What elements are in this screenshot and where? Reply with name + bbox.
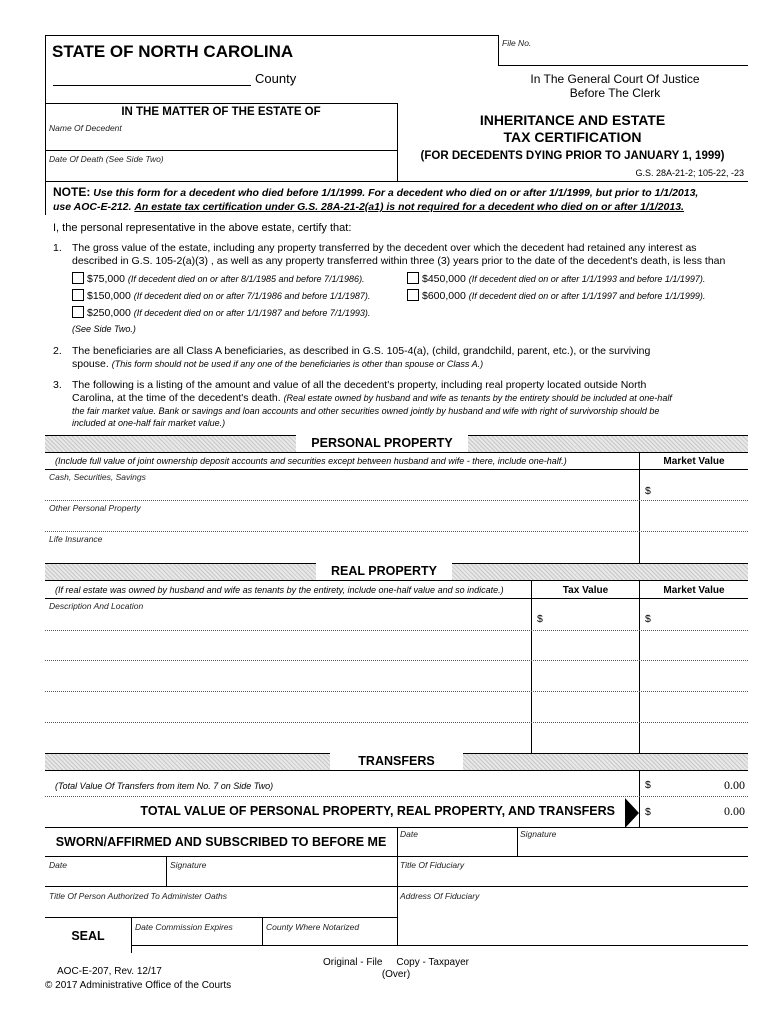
real-market-value-field[interactable]: [656, 612, 746, 627]
copy-distribution: Original - File Copy - Taxpayer: [323, 957, 469, 968]
personal-property-heading: PERSONAL PROPERTY: [296, 435, 468, 452]
total-arrow-icon: [625, 798, 639, 828]
fiduciary-signature-field[interactable]: [519, 840, 746, 854]
real-description-field[interactable]: [47, 724, 529, 751]
option-150000: $150,000 (If decedent died on or after 7/1/1986 and before 1/1/1987).: [72, 289, 370, 303]
item-2-number: 2.: [53, 345, 62, 357]
real-tax-value-header: Tax Value: [562, 585, 609, 596]
file-no-field[interactable]: [500, 36, 746, 64]
title-of-fiduciary-label: Title Of Fiduciary: [400, 860, 465, 870]
transfers-instruction: (Total Value Of Transfers from item No. 7 on Side Two): [55, 781, 274, 791]
commission-label: Date Commission Expires: [135, 922, 233, 932]
other-personal-field[interactable]: [47, 515, 637, 530]
date-of-death-label: Date Of Death (See Side Two): [49, 154, 164, 164]
certify-statement: I, the personal representative in the above estate, certify that:: [53, 222, 352, 234]
notary-signature-field[interactable]: [168, 871, 395, 885]
option-250000: $250,000 (If decedent died on or after 1/1/1987 and before 7/1/1993).: [72, 306, 370, 320]
checkbox-150000[interactable]: [72, 289, 84, 301]
total-label: TOTAL VALUE OF PERSONAL PROPERTY, REAL PROPERTY, AND TRANSFERS: [140, 804, 615, 818]
fiduciary-date-label: Date: [400, 829, 418, 839]
sworn-heading: SWORN/AFFIRMED AND SUBSCRIBED TO BEFORE ME: [55, 835, 387, 849]
county-notarized-field[interactable]: [264, 932, 395, 944]
checkbox-250000[interactable]: [72, 306, 84, 318]
file-no-label: File No.: [502, 38, 532, 48]
statute-reference: G.S. 28A-21-2; 105-22, -23: [635, 168, 744, 178]
date-of-death-field[interactable]: [47, 152, 395, 179]
form-number: AOC-E-207, Rev. 12/17: [57, 966, 162, 977]
title-of-person-field[interactable]: [47, 902, 395, 916]
other-personal-value-field[interactable]: [656, 515, 746, 530]
life-insurance-label: Life Insurance: [49, 534, 103, 544]
address-of-fiduciary-label: Address Of Fiduciary: [400, 891, 480, 901]
other-personal-label: Other Personal Property: [49, 503, 141, 513]
real-tax-dollar: $: [537, 613, 543, 625]
option-600000: $600,000 (If decedent died on or after 1/1/1997 and before 1/1/1999).: [407, 289, 705, 303]
description-location-label: Description And Location: [49, 601, 144, 611]
real-tax-value-field[interactable]: [548, 612, 637, 627]
title-of-fiduciary-field[interactable]: [399, 871, 746, 885]
decedent-name-field[interactable]: [47, 121, 395, 149]
life-insurance-field[interactable]: [47, 546, 637, 561]
real-market-value-header: Market Value: [663, 585, 725, 596]
fiduciary-date-field[interactable]: [399, 840, 515, 854]
option-450000: $450,000 (If decedent died on or after 1/1/1993 and before 1/1/1997).: [407, 272, 705, 286]
fiduciary-signature-label: Signature: [520, 829, 557, 839]
cash-securities-label: Cash, Securities, Savings: [49, 472, 146, 482]
total-value: 0.00: [724, 804, 745, 818]
court-line-2: Before The Clerk: [569, 86, 661, 100]
personal-market-value-header: Market Value: [663, 456, 725, 467]
checkbox-600000[interactable]: [407, 289, 419, 301]
total-dollar: $: [645, 806, 651, 818]
item-2-text: The beneficiaries are all Class A beneficiaries, as described in G.S. 105-4(a), (child, grandchild, parent, etc.), or the surviving spouse. (This form should not be used if any one of the beneficiaries is other than spouse or Class A.): [72, 345, 651, 370]
life-insurance-value-field[interactable]: [656, 546, 746, 561]
notary-date-label: Date: [49, 860, 67, 870]
cash-securities-field[interactable]: [47, 484, 637, 499]
item-1-text: The gross value of the estate, including any property transferred by the decedent over which the decedent had retained any interest as described in G.S. 105-2(a)(3) , as well as any property transferred within three (3) years prior to the date of the decedent's death, is less than: [72, 242, 726, 267]
matter-heading: IN THE MATTER OF THE ESTATE OF: [121, 106, 321, 118]
real-description-field[interactable]: [47, 632, 529, 659]
real-description-field[interactable]: [47, 693, 529, 720]
see-side-two: (See Side Two.): [72, 324, 136, 334]
checkbox-450000[interactable]: [407, 272, 419, 284]
item-3-number: 3.: [53, 379, 62, 391]
real-property-heading: REAL PROPERTY: [316, 563, 452, 580]
note-text: NOTE: Use this form for a decedent who died before 1/1/1999. For a decedent who died on or after 1/1/1999, but prior to 1/1/2013, use AOC-E-212. An estate tax certification under G.S. 28A-21-2(a1) is not required for a decedent who died on or after 1/1/2013.: [53, 185, 699, 213]
personal-instruction: (Include full value of joint ownership deposit accounts and securities except between husband and wife - there, include one-half.): [55, 456, 567, 466]
real-description-field[interactable]: [47, 612, 529, 627]
decedent-name-label: Name Of Decedent: [49, 123, 122, 133]
copyright: © 2017 Administrative Office of the Courts: [45, 980, 232, 991]
notary-signature-label: Signature: [170, 860, 207, 870]
form-title-1: INHERITANCE AND ESTATE: [479, 112, 666, 128]
form-subtitle: (FOR DECEDENTS DYING PRIOR TO JANUARY 1, 1999): [420, 150, 725, 162]
checkbox-75000[interactable]: [72, 272, 84, 284]
county-field[interactable]: [53, 70, 251, 85]
notary-date-field[interactable]: [47, 871, 165, 885]
item-1-number: 1.: [53, 242, 62, 254]
form-title-2: TAX CERTIFICATION: [503, 129, 642, 145]
county-notarized-label: County Where Notarized: [266, 922, 360, 932]
real-market-dollar: $: [645, 613, 651, 625]
transfers-heading: TRANSFERS: [330, 753, 463, 770]
transfers-value[interactable]: 0.00: [724, 778, 745, 792]
over-indicator: (Over): [381, 969, 411, 980]
court-line-1: In The General Court Of Justice: [530, 72, 700, 86]
seal-label: SEAL: [71, 929, 105, 943]
cash-value-field[interactable]: [656, 484, 746, 499]
address-of-fiduciary-field[interactable]: [399, 902, 746, 942]
title-of-person-label: Title Of Person Authorized To Administer Oaths: [49, 891, 228, 901]
item-3-text: The following is a listing of the amount and value of all the decedent's property, including real property located outside North Carolina, at the time of the decedent's death. (Real estate owned by husband and wife as tenants by the entirety should be included at one-half the fair market value. Bank or savings and loan accounts and other securities owned jointly by husband and wife with right of survivorship should be included at one-half fair market value.): [72, 379, 672, 428]
real-instruction: (If real estate was owned by husband and wife as tenants by the entirety, include one-half value and so indicate.): [55, 585, 504, 595]
county-label: County: [255, 71, 297, 86]
real-description-field[interactable]: [47, 662, 529, 689]
transfers-dollar: $: [645, 779, 651, 791]
state-title: STATE OF NORTH CAROLINA: [52, 42, 294, 61]
commission-field[interactable]: [133, 932, 260, 944]
cash-dollar: $: [645, 485, 651, 497]
option-75000: $75,000 (If decedent died on or after 8/1/1985 and before 7/1/1986).: [72, 272, 365, 286]
